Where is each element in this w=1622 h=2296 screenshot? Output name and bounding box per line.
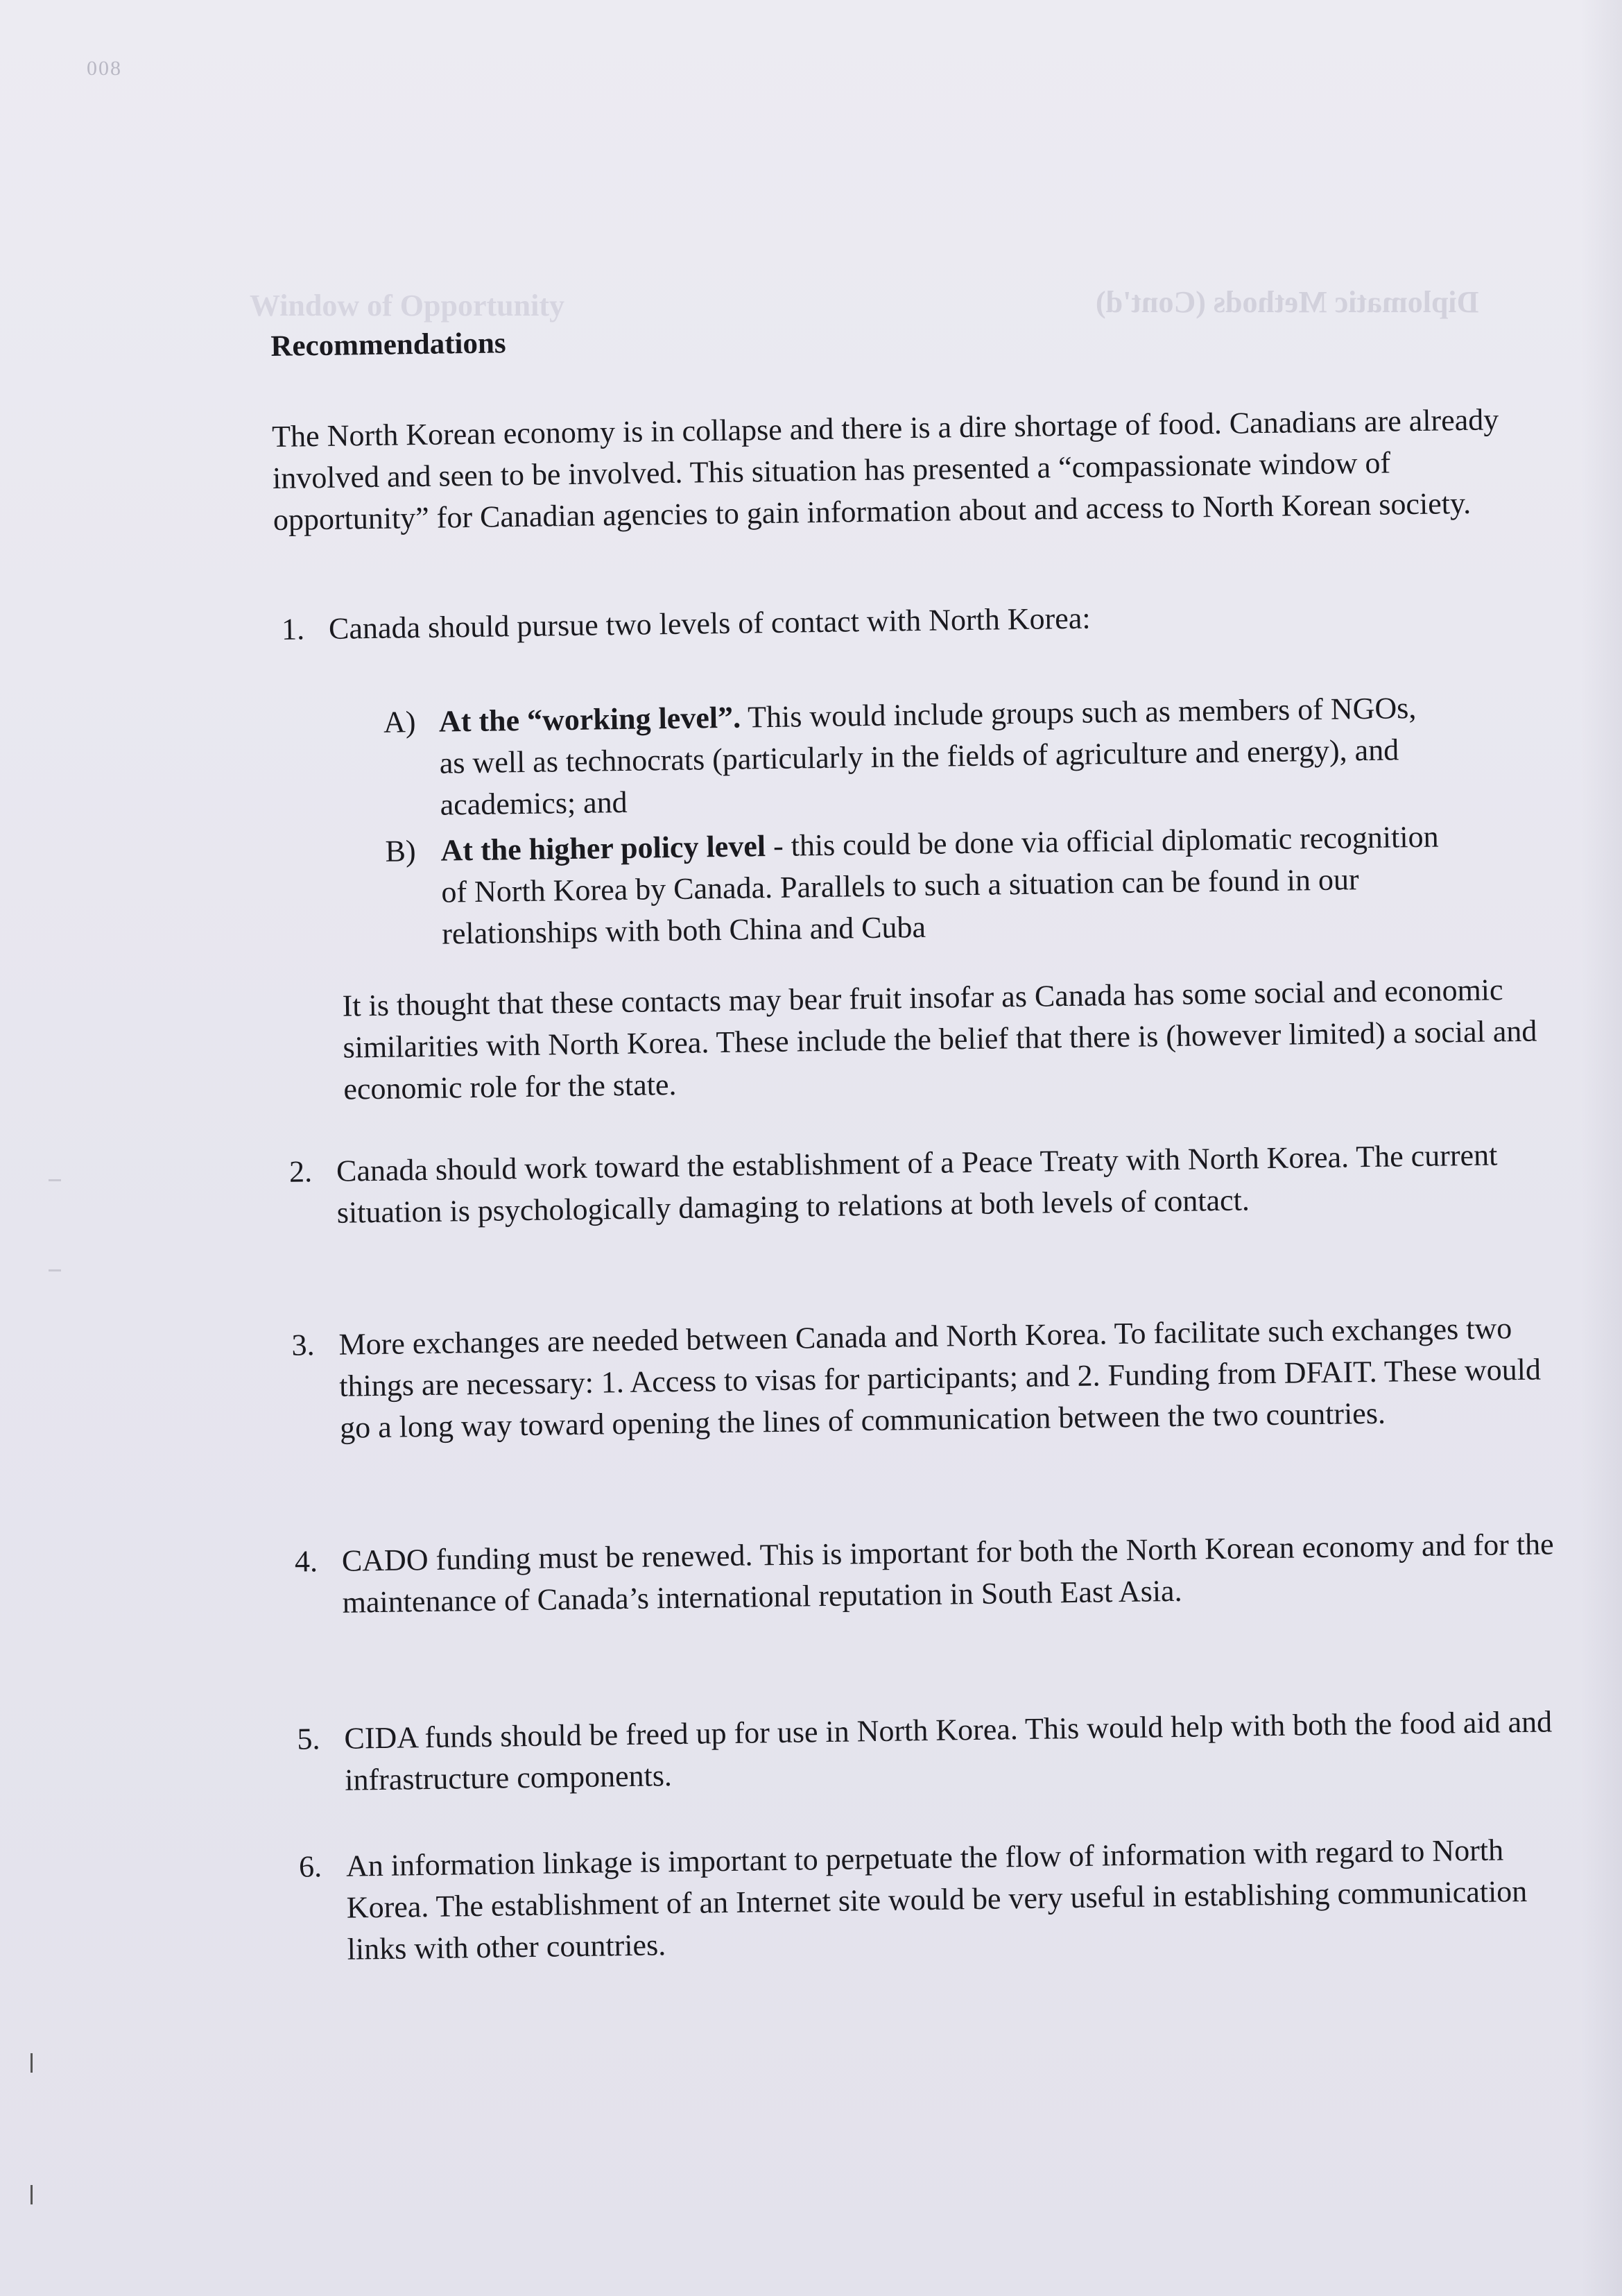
sub-item-letter: A) xyxy=(383,705,416,739)
sub-item-label: At the higher policy level xyxy=(440,829,766,868)
item-number: 3. xyxy=(291,1328,315,1362)
item-number: 1. xyxy=(281,612,305,646)
sub-item-label: At the “working level”. xyxy=(438,700,741,739)
item-number: 4. xyxy=(294,1544,318,1579)
item-text: CIDA funds should be freed up for use in North Korea. This would help with both the food aid and infrastructure components. xyxy=(344,1704,1553,1797)
binder-mark xyxy=(31,2053,33,2073)
recommendation-item-3 xyxy=(284,1307,1569,1450)
item-text: An information linkage is important to perpetuate the flow of information with regard to North Korea. The establishment of an Internet site would be very useful in establishing communication links with other countries. xyxy=(345,1833,1528,1967)
item-text: CADO funding must be renewed. This is important for both the North Korean economy and for the maintenance of Canada’s international reputation in South East Asia. xyxy=(341,1527,1554,1620)
page-edge-shadow xyxy=(1580,0,1622,2296)
recommendation-item-6 xyxy=(292,1828,1576,1971)
item-number: 6. xyxy=(298,1849,322,1884)
sub-item-a xyxy=(383,687,1446,826)
bleed-through-title-right: Diplomatic Methods (Cont'd) xyxy=(1096,285,1479,319)
item-text: Canada should work toward the establishment of a Peace Treaty with North Korea. The current situation is psychologically damaging to relations at both levels of contact. xyxy=(336,1138,1498,1230)
sub-item-text xyxy=(440,816,1447,954)
intro-paragraph: The North Korean economy is in collapse and there is a dire shortage of food. Canadians are already involved and seen to be involved. This situation has presented a “compassionate window of opportunity” for Canadian agencies to gain information about and access to North Korean society. xyxy=(271,402,1499,537)
recommendation-item-1 xyxy=(275,591,1558,651)
sub-item-body: - this could be done via official diplomatic recognition of North Korea by Canada. Parallels to such a situation can be found in our relationships with both China and Cuba xyxy=(441,819,1439,951)
recommendation-item-2 xyxy=(282,1133,1566,1235)
item-text: More exchanges are needed between Canada and North Korea. To facilitate such exchanges two things are necessary: 1. Access to visas for participants; and 2. Funding from DFAIT. These would go a long way toward opening the lines of communication between the two countries. xyxy=(338,1311,1542,1445)
page-number: 008 xyxy=(87,57,122,80)
binder-mark xyxy=(49,1179,61,1181)
recommendation-item-4 xyxy=(287,1523,1571,1625)
sub-item-body: This would include groups such as members of NGOs, as well as technocrats (particularly in the fields of agriculture and energy), and academics; and xyxy=(439,690,1417,822)
recommendation-item-5 xyxy=(290,1701,1573,1802)
binder-mark xyxy=(49,1269,61,1271)
sub-item-text xyxy=(439,687,1446,825)
item-number: 5. xyxy=(297,1722,320,1756)
item-text: Canada should pursue two levels of contact with North Korea: xyxy=(328,601,1091,646)
section-heading: Recommendations xyxy=(270,327,506,363)
bleed-through-title-left: Window of Opportunity xyxy=(250,289,564,323)
item-1-note: It is thought that these contacts may bear fruit insofar as Canada has some social and economic similarities with North Korea. These include the belief that there is (however limited) a social and economic role for the state. xyxy=(342,973,1537,1106)
item-number: 2. xyxy=(288,1154,313,1189)
sub-item-letter: B) xyxy=(385,834,416,868)
sub-item-b xyxy=(385,816,1447,955)
binder-mark xyxy=(31,2185,33,2204)
